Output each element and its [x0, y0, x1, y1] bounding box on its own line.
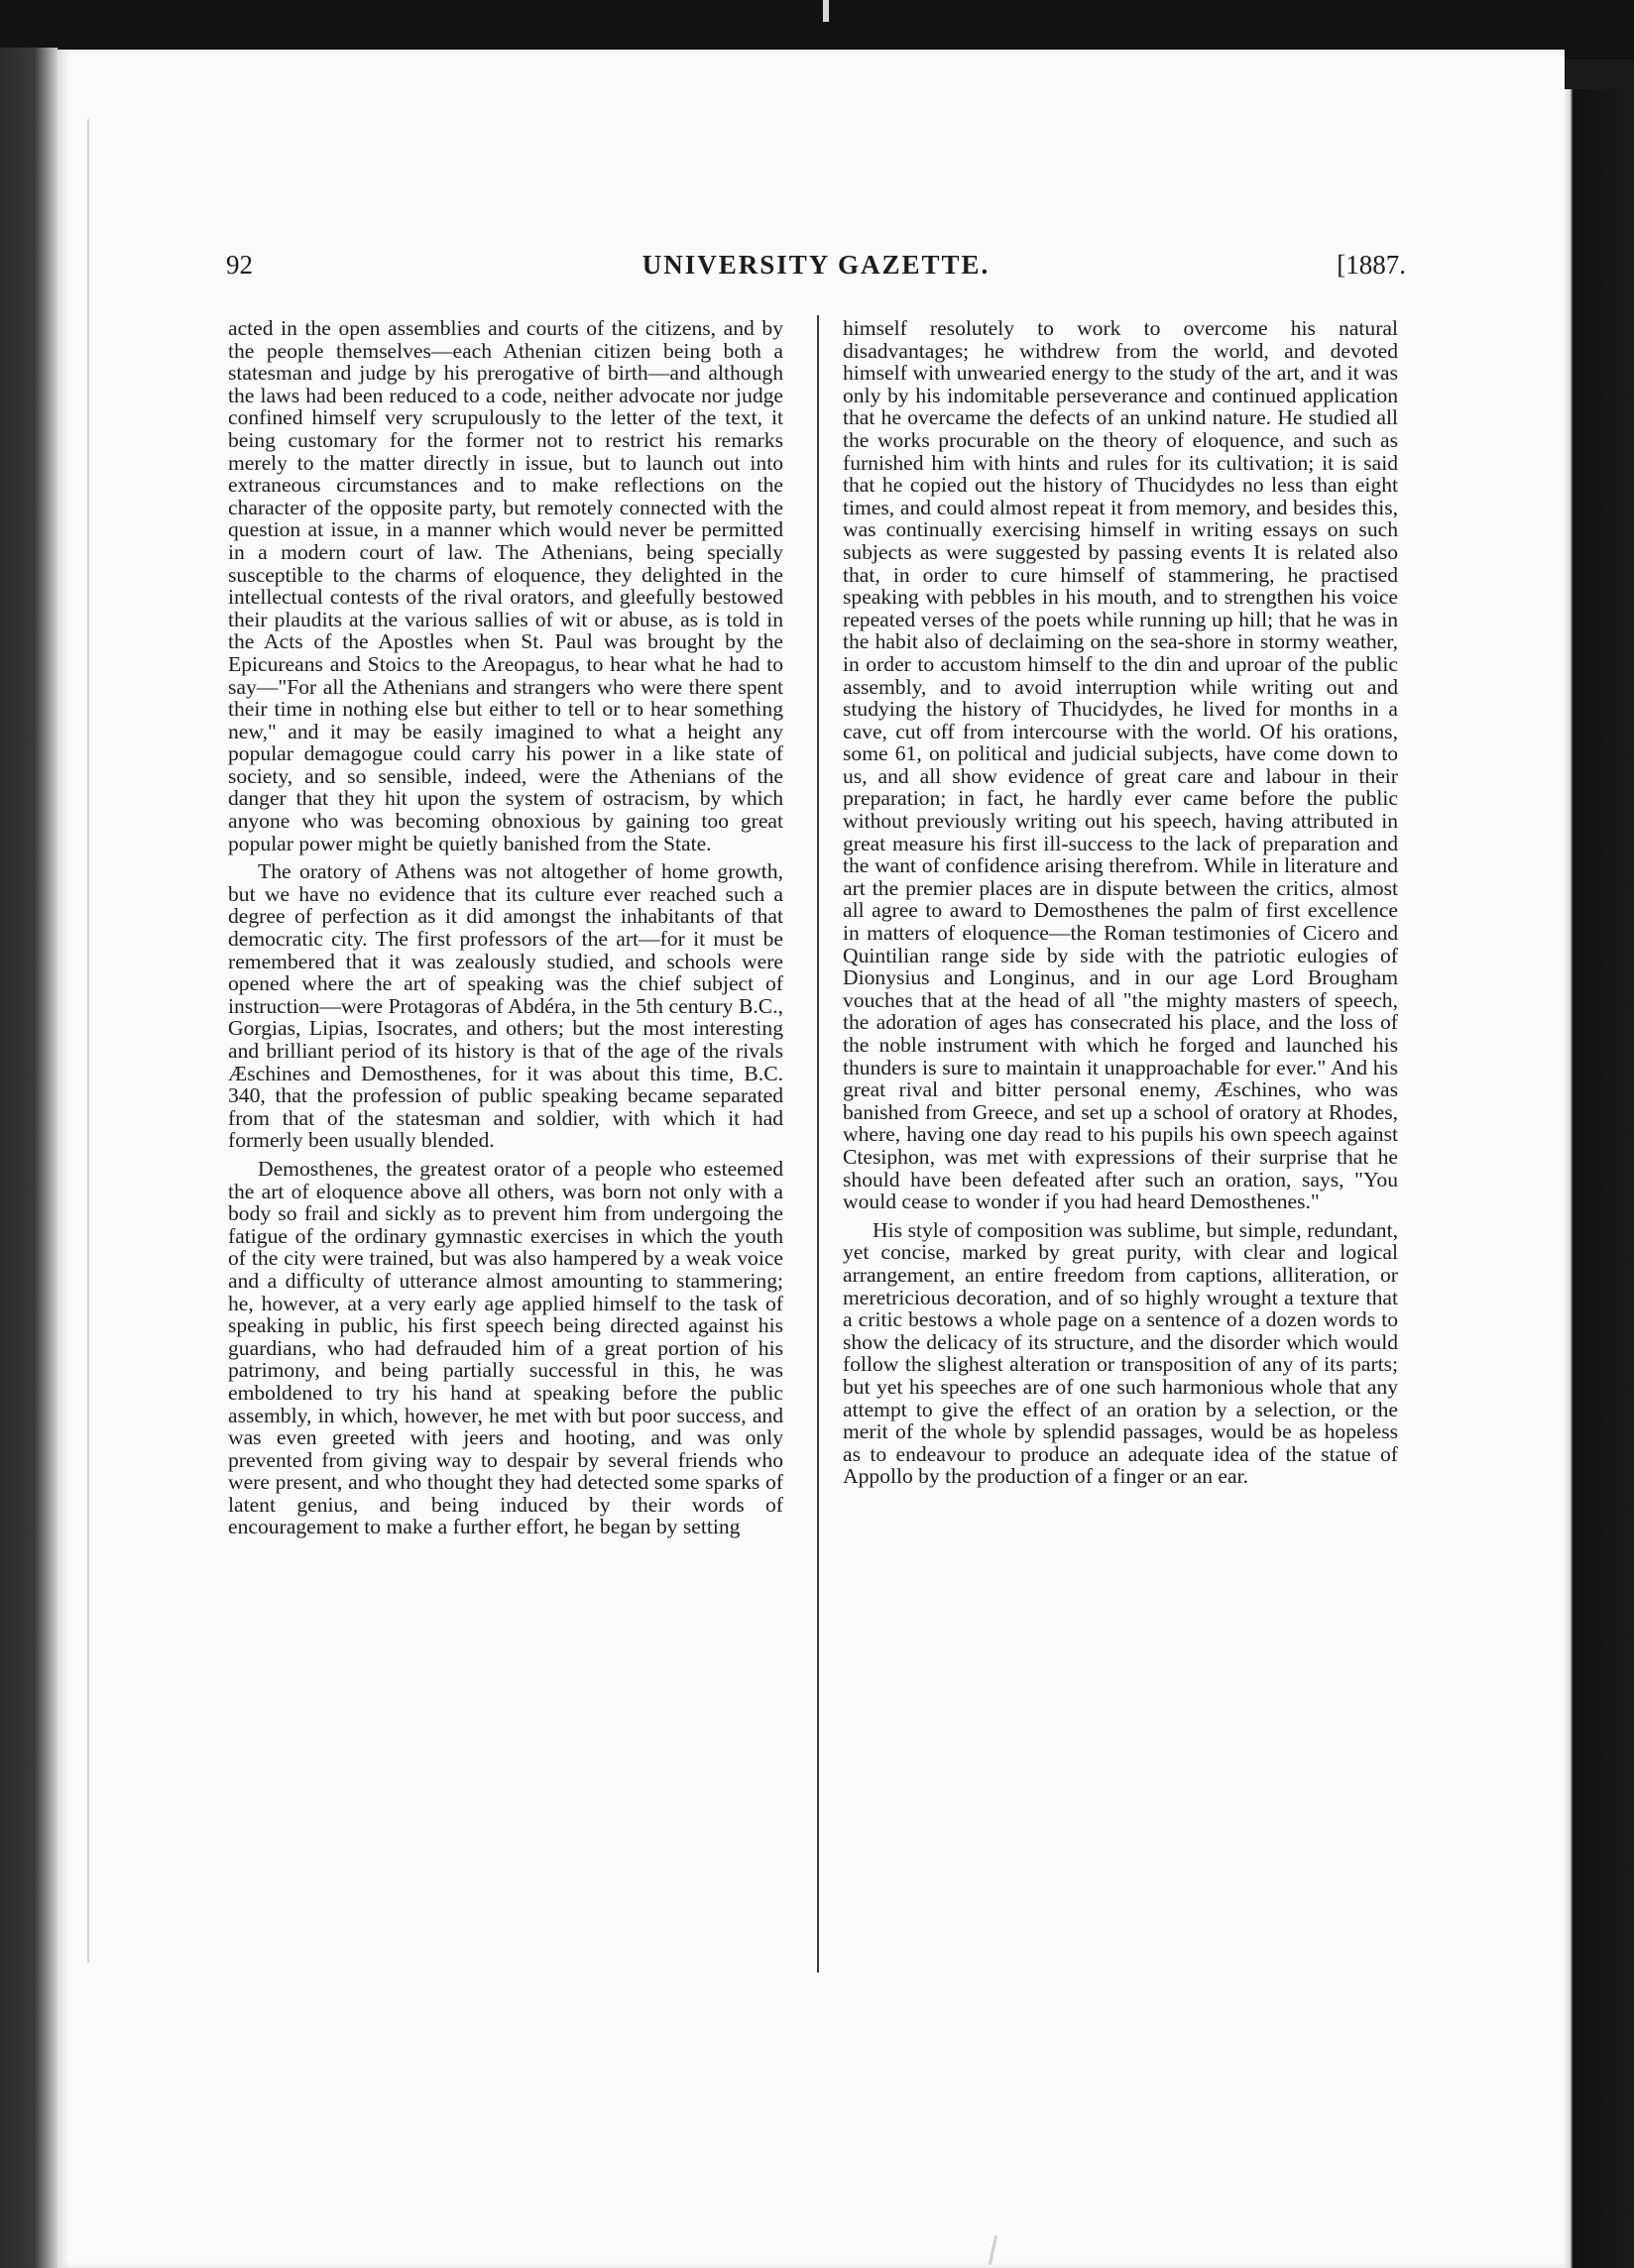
adjacent-page-edge-right — [1565, 89, 1634, 2268]
left-column — [228, 317, 783, 1538]
paragraph: Demosthenes, the greatest orator of a people who esteemed the art of eloquence above all others, was born not only with a body so frail and sickly as to prevent him from undergoing the fatigue of the ordinary gymnastic exercises in which the youth of the city were trained, but was also hampered by a weak voice and a difficulty of utterance almost amounting to stammering; he, however, at a very early age applied himself to the task of speaking in public, his first speech being directed against his guardians, who had defrauded him of a great portion of his patrimony, and being partially successful in this, he was emboldened to try his hand at speaking before the public assembly, in which, however, he met with but poor success, and was even greeted with jeers and hooting, and was only prevented from giving way to despair by several friends who were present, and who thought they had detected some sparks of latent genius, and being induced by their words of encouragement to make a further effort, he began by setting — [228, 1156, 783, 1539]
paragraph: acted in the open assemblies and courts of the citizens, and by the people themselves—each Athenian citizen being both a statesman and judge by his prerogative of birth—and although the laws had been reduced to a code, neither advocate nor judge confined himself very scrupulously to the letter of the text, it being customary for the former not to restrict his remarks merely to the matter directly in issue, but to launch out into extraneous circumstances and to make reflections on the character of the opposite party, but remotely connected with the question at issue, in a manner which would never be permitted in a modern court of law. The Athenians, being specially susceptible to the charms of eloquence, they delighted in the intellectual contests of the rival orators, and gleefully bestowed their plaudits at the various sallies of wit or abuse, as is told in the Acts of the Apostles when St. Paul was brought by the Epicureans and Stoics to the Areopagus, to hear what he had to say—"For all the Athenians and strangers who were there spent their time in nothing else but either to tell or to hear something new," and it may be easily imagined to what a height any popular demagogue could carry his power in a like state of society, and so sensible, indeed, were the Athenians of the danger that they hit upon the system of ostracism, by which anyone who was becoming obnoxious by gaining too great popular power might be quietly banished from the State. — [228, 316, 783, 855]
paragraph: himself resolutely to work to overcome his natural disadvantages; he withdrew from the world, and devoted himself with unwearied energy to the study of the art, and it was only by his indomitable perseverance and continued application that he overcame the defects of an unkind nature. He studied all the works procurable on the theory of eloquence, and such as furnished him with hints and rules for its cultivation; it is said that he copied out the history of Thucidydes no less than eight times, and could almost repeat it from memory, and besides this, was continually exercising himself in writing essays on such subjects as were suggested by passing events It is related also that, in order to cure himself of stammering, he practised speaking with pebbles in his mouth, and to strengthen his voice repeated verses of the poets while running up hill; that he was in the habit also of declaiming on the sea-shore in stormy weather, in order to accustom himself to the din and uproar of the public assembly, and to avoid interruption while writing out and studying the history of Thucidydes, he lived for months in a cave, cut off from intercourse with the world. Of his orations, some 61, on political and judicial subjects, have come down to us, and all show evidence of great care and labour in their preparation; in fact, he hardly ever came before the public without previously writing out his speech, having attributed in great measure his first ill-success to the lack of preparation and the want of confidence arising therefrom. While in literature and art the premier places are in dispute between the critics, almost all agree to award to Demosthenes the palm of first excellence in matters of eloquence—the Roman testimonies of Cicero and Quintilian range side by side with the patriotic eulogies of Dionysius and Longinus, and in our age Lord Brougham vouches that at the head of all "the mighty masters of speech, the adoration of ages has consecrated his place, and the loss of the noble instrument with which he forged and launched his thunders is sure to maintain it unapproachable for ever." And his great rival and bitter personal enemy, Æschines, who was banished from Greece, and set up a school of oratory at Rhodes, where, having one day read to his pupils his own speech against Ctesiphon, was met with expressions of their surprise that he should have been defeated after such an oration, says, "You would cease to wonder if you had heard Demosthenes." — [843, 316, 1398, 1214]
running-header — [226, 250, 1406, 297]
page-fold-line — [87, 119, 89, 1963]
scan-mark — [823, 0, 829, 22]
paragraph: The oratory of Athens was not altogether of home growth, but we have no evidence that its culture ever reached such a degree of perfection as it did amongst the inhabitants of that democratic city. The first professors of the art—for it must be remembered that it was zealously studied, and schools were opened where the art of speaking was the chief subject of instruction—were Protagoras of Abdéra, in the 5th century B.C., Gorgias, Lipias, Isocrates, and others; but the most interesting and brilliant period of its history is that of the age of the rivals Æschines and Demosthenes, for it was about this time, B.C. 340, that the profession of public speaking became separated from that of the statesman and soldier, with which it had formerly been usually blended. — [228, 859, 783, 1153]
right-column — [843, 317, 1398, 1488]
paragraph: His style of composition was sublime, but simple, redundant, yet concise, marked by great purity, with clear and logical arrangement, an entire freedom from captions, alliteration, or meretricious decoration, and of so highly wrought a texture that a critic bestows a whole page on a sentence of a dozen words to show the delicacy of its structure, and the disorder which would follow the slighest alteration or transposition of any of its parts; but yet his speeches are of one such harmonious whole that any attempt to give the effect of an oration by a selection, or the merit of the whole by splendid passages, would be as hopeless as to endeavour to produce an adequate idea of the statue of Appollo by the production of a finger or an ear. — [843, 1217, 1398, 1489]
running-title: UNIVERSITY GAZETTE. — [642, 250, 991, 280]
column-divider — [817, 315, 819, 1973]
page-number: 92 — [226, 250, 253, 280]
adjacent-page-edge-left — [0, 48, 58, 2268]
header-year: [1887. — [1337, 250, 1406, 280]
